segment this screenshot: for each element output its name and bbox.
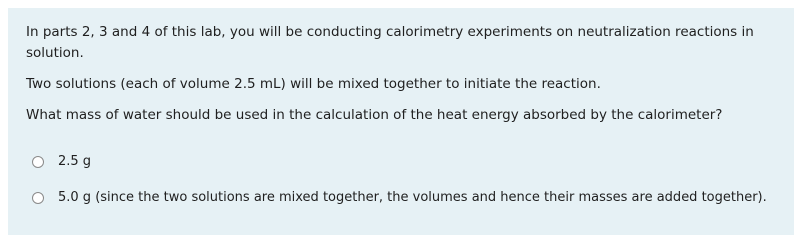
answer-option-label: 2.5 g — [58, 154, 92, 169]
answer-option-1[interactable] — [32, 152, 782, 172]
answer-options — [32, 152, 782, 224]
radio-button-icon[interactable] — [32, 192, 44, 204]
question-stem — [26, 22, 771, 136]
question-card — [8, 8, 794, 235]
question-paragraph-intro: In parts 2, 3 and 4 of this lab, you will be conducting calorimetry experiments on neutralization reactions in solution. — [26, 24, 754, 61]
question-paragraph-setup: Two solutions (each of volume 2.5 mL) will be mixed together to initiate the reaction. — [26, 76, 601, 92]
answer-option-label: 5.0 g (since the two solutions are mixed together, the volumes and hence their masses are added together). — [58, 190, 767, 205]
answer-option-2[interactable] — [32, 188, 782, 208]
radio-button-icon[interactable] — [32, 156, 44, 168]
question-prompt: What mass of water should be used in the calculation of the heat energy absorbed by the calorimeter? — [26, 107, 723, 123]
